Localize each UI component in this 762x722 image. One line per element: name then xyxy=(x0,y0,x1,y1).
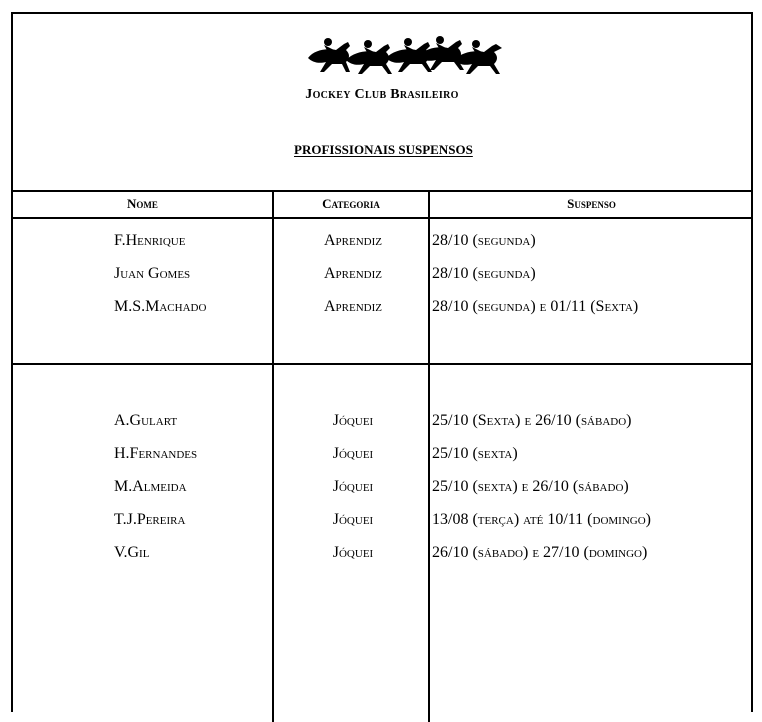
row-suspension: 28/10 (segunda) e 01/11 (Sexta) xyxy=(432,298,639,315)
row-category: Jóquei xyxy=(332,412,374,429)
racing-horses-logo xyxy=(306,28,504,76)
row-name: M.Almeida xyxy=(114,478,187,495)
row-suspension: 28/10 (segunda) xyxy=(432,232,536,249)
header-top-divider xyxy=(13,190,751,192)
row-category: Aprendiz xyxy=(324,298,382,315)
row-name: M.S.Machado xyxy=(114,298,207,315)
row-name: T.J.Pereira xyxy=(114,511,186,528)
column-header-suspenso: Suspenso xyxy=(567,196,616,211)
row-name: V.Gil xyxy=(114,544,150,561)
row-category: Jóquei xyxy=(332,445,374,462)
row-suspension: 25/10 (sexta) e 26/10 (sábado) xyxy=(432,478,629,495)
row-name: Juan Gomes xyxy=(114,265,191,282)
row-suspension: 28/10 (segunda) xyxy=(432,265,536,282)
header-bottom-divider xyxy=(13,217,751,219)
column-header-categoria: Categoria xyxy=(322,196,380,211)
row-suspension: 25/10 (Sexta) e 26/10 (sábado) xyxy=(432,412,632,429)
row-name: H.Fernandes xyxy=(114,445,198,462)
row-category: Aprendiz xyxy=(324,265,382,282)
row-category: Aprendiz xyxy=(324,232,382,249)
club-name: Jockey Club Brasileiro xyxy=(305,87,459,102)
row-suspension: 26/10 (sábado) e 27/10 (domingo) xyxy=(432,544,648,561)
row-name: F.Henrique xyxy=(114,232,186,249)
column-header-nome: Nome xyxy=(127,196,158,211)
document-sheet xyxy=(11,12,753,712)
row-category: Jóquei xyxy=(332,511,374,528)
row-category: Jóquei xyxy=(332,478,374,495)
row-suspension: 13/08 (terça) até 10/11 (domingo) xyxy=(432,511,651,528)
row-name: A.Gulart xyxy=(114,412,178,429)
page-title: PROFISSIONAIS SUSPENSOS xyxy=(294,142,473,157)
row-suspension: 25/10 (sexta) xyxy=(432,445,518,462)
row-category: Jóquei xyxy=(332,544,374,561)
group-divider xyxy=(13,363,751,365)
